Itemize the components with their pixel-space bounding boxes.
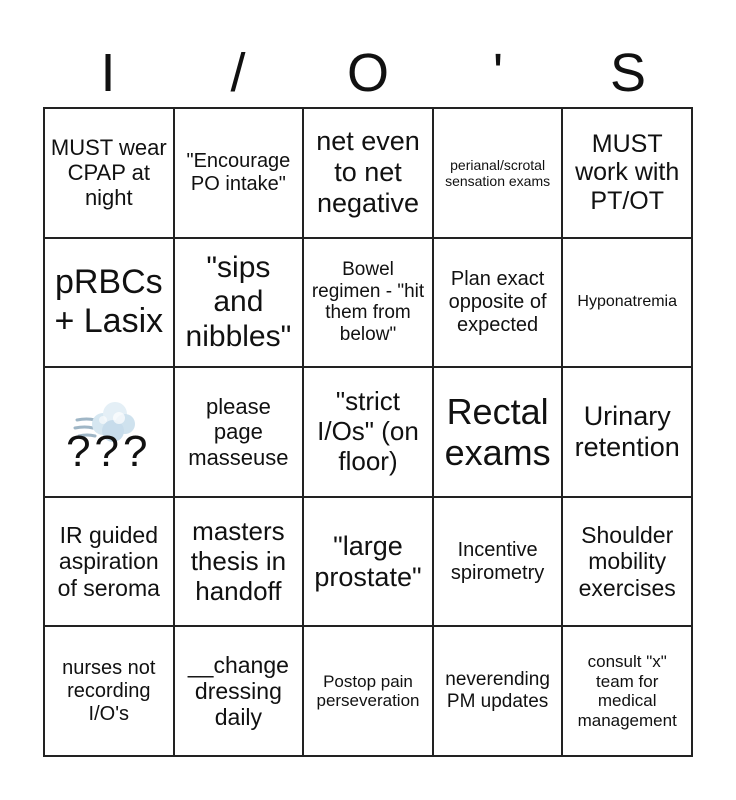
bingo-cell-1-2[interactable] [175, 109, 305, 239]
bingo-cell-3-4[interactable] [434, 368, 564, 498]
cell-text: "strict I/Os" (on floor) [317, 386, 419, 476]
bingo-cell-3-2[interactable] [175, 368, 305, 498]
cell-text: Postop pain perseveration [316, 671, 420, 711]
cell-text: Plan exact opposite of expected [448, 267, 547, 336]
cell-text: "large prostate" [314, 530, 422, 592]
cell-text: net even to net negative [316, 126, 420, 219]
cell-text: Rectal exams [444, 390, 551, 473]
bingo-cell-2-1[interactable] [45, 239, 175, 369]
bingo-cell-4-3[interactable] [304, 498, 434, 628]
bingo-cell-4-5[interactable] [563, 498, 693, 628]
title-letter-2: / [230, 43, 246, 103]
bingo-cell-3-1[interactable] [45, 368, 175, 498]
cell-text: Urinary retention [574, 400, 680, 462]
title-letter-1: I [100, 43, 116, 103]
bingo-cell-2-5[interactable] [563, 239, 693, 369]
bingo-cell-1-5[interactable] [563, 109, 693, 239]
cell-text: Incentive spirometry [450, 538, 545, 584]
cell-text: Bowel regimen - "hit them from below" [311, 258, 425, 346]
cell-text: Shoulder mobility exercises [578, 521, 676, 601]
bingo-cell-3-5[interactable] [563, 368, 693, 498]
bingo-cell-3-3[interactable] [304, 368, 434, 498]
cell-text: Hyponatremia [577, 293, 677, 311]
cell-text: please page masseuse [188, 394, 289, 470]
title-letter-4: ' [492, 43, 504, 103]
cell-text: IR guided aspiration of seroma [57, 521, 160, 601]
bingo-cell-1-4[interactable] [434, 109, 564, 239]
bingo-cell-2-3[interactable] [304, 239, 434, 369]
bingo-cell-2-4[interactable] [434, 239, 564, 369]
bingo-title [43, 42, 693, 104]
bingo-cell-5-4[interactable] [434, 627, 564, 757]
bingo-cell-4-4[interactable] [434, 498, 564, 628]
cell-text: nurses not recording I/O's [62, 656, 156, 725]
bingo-grid [43, 107, 693, 757]
cell-text: MUST work with PT/OT [575, 129, 680, 216]
bingo-cell-2-2[interactable] [175, 239, 305, 369]
bingo-cell-1-1[interactable] [45, 109, 175, 239]
cell-text: pRBCs + Lasix [54, 263, 164, 341]
cell-text: "Encourage PO intake" [186, 149, 291, 195]
title-letter-3: O [346, 43, 389, 103]
cell-text: ??? [66, 426, 152, 476]
bingo-cell-4-1[interactable] [45, 498, 175, 628]
bingo-cell-5-5[interactable] [563, 627, 693, 757]
cell-text: consult "x" team for medical management [577, 652, 677, 730]
cell-text: MUST wear CPAP at night [50, 134, 167, 211]
cell-text: masters thesis in handoff [190, 515, 287, 606]
bingo-cell-5-2[interactable] [175, 627, 305, 757]
bingo-cell-5-3[interactable] [304, 627, 434, 757]
cell-text: __change dressing daily [187, 651, 289, 731]
cell-text: neverending PM updates [445, 669, 550, 713]
bingo-cell-1-3[interactable] [304, 109, 434, 239]
title-letter-5: S [609, 43, 647, 103]
cell-text: "sips and nibbles" [185, 250, 292, 353]
bingo-cell-4-2[interactable] [175, 498, 305, 628]
bingo-cell-5-1[interactable] [45, 627, 175, 757]
cell-text: perianal/scrotal sensation exams [445, 156, 551, 189]
